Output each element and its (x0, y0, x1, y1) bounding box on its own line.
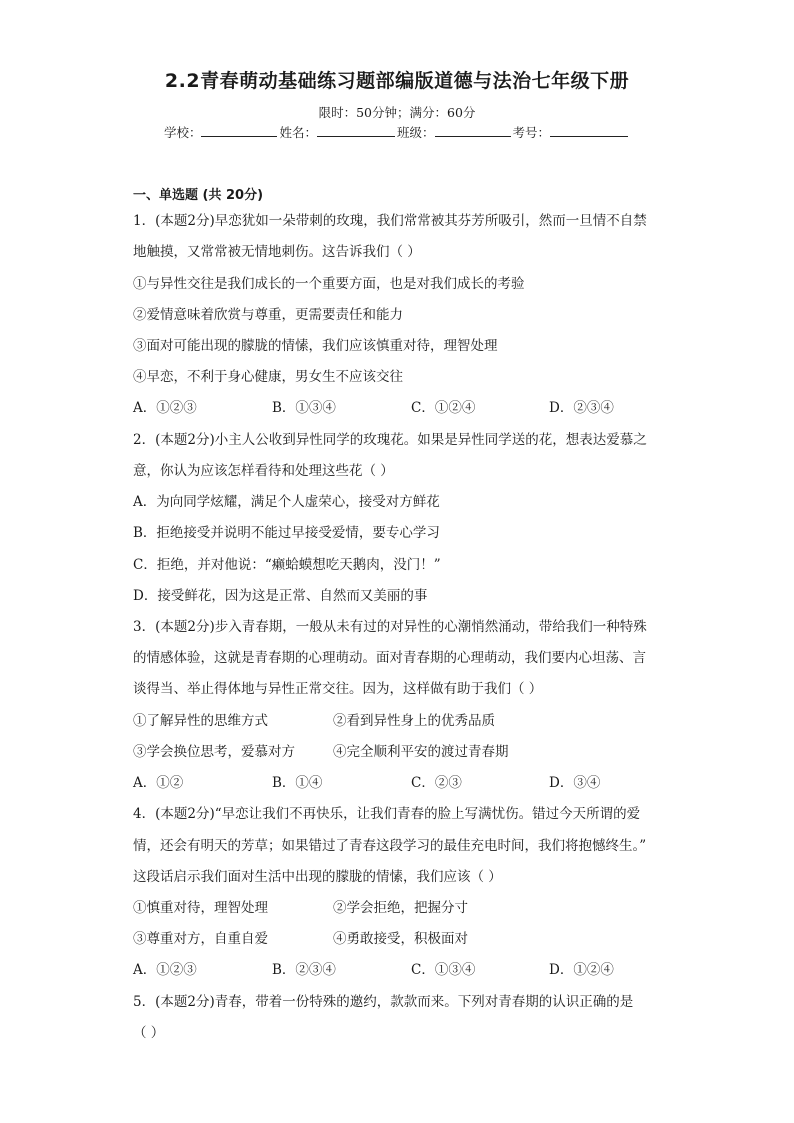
question-2-option-c[interactable]: C．拒绝，并对他说：“癞蛤蟆想吃天鹅肉，没门！” (133, 557, 441, 573)
question-5-stem-line-1: 5．(本题2分)青春，带着一份特殊的邀约，款款而来。下列对青春期的认识正确的是 (133, 994, 634, 1010)
question-3-option-b[interactable]: B．①④ (272, 775, 323, 791)
question-3-option-a[interactable]: A．①② (133, 775, 184, 791)
name-blank[interactable] (317, 125, 395, 137)
question-1-statement-1: ①与异性交往是我们成长的一个重要方面，也是对我们成长的考验 (133, 276, 525, 292)
question-4-option-b[interactable]: B．②③④ (272, 962, 336, 978)
question-4-statement-3: ③尊重对方，自重自爱 (133, 931, 268, 947)
question-4-statements-row-1 (133, 898, 468, 918)
question-4-option-c[interactable]: C．①③④ (411, 962, 476, 978)
question-3-statement-1: ①了解异性的思维方式 (133, 713, 268, 729)
question-4-stem-line-1: 4．(本题2分)“早恋让我们不再快乐，让我们青春的脸上写满忧伤。错过今天所谓的爱 (133, 806, 641, 822)
question-1-option-a[interactable]: A．①②③ (133, 400, 197, 416)
question-3-statements-row-2 (133, 742, 509, 762)
question-1-statement-3: ③面对可能出现的朦胧的情愫，我们应该慎重对待，理智处理 (133, 338, 498, 354)
question-1-option-b[interactable]: B．①③④ (272, 400, 336, 416)
student-info-fields (0, 123, 794, 141)
question-1-statement-2: ②爱情意味着欣赏与尊重，更需要责任和能力 (133, 307, 403, 323)
question-3-stem-line-1: 3．(本题2分)步入青春期，一般从未有过的对异性的心潮悄然涌动，带给我们一种特殊 (133, 619, 647, 635)
section-heading: 一、单选题 (共 20分) (133, 188, 264, 203)
question-4-option-d[interactable]: D．①②④ (549, 962, 614, 978)
question-2-option-d[interactable]: D．接受鲜花，因为这是正常、自然而又美丽的事 (133, 588, 428, 604)
question-4-stem-line-3: 这段话启示我们面对生活中出现的朦胧的情愫，我们应该（ ） (133, 869, 502, 885)
question-5-stem-line-2: （ ） (133, 1025, 165, 1041)
question-3-stem-line-3: 谈得当、举止得体地与异性正常交往。因为，这样做有助于我们（ ） (133, 681, 543, 697)
question-3-statements-row-1 (133, 711, 495, 731)
question-2-stem-line-2: 意，你认为应该怎样看待和处理这些花（ ） (133, 463, 394, 479)
question-3-statement-3: ③学会换位思考，爱慕对方 (133, 744, 295, 760)
class-blank[interactable] (435, 125, 511, 137)
question-4-statement-2: ②学会拒绝，把握分寸 (333, 900, 468, 916)
question-2-option-b[interactable]: B．拒绝接受并说明不能过早接受爱情，要专心学习 (133, 525, 440, 541)
question-3-option-c[interactable]: C．②③ (411, 775, 462, 791)
question-2-option-a[interactable]: A．为向同学炫耀，满足个人虚荣心，接受对方鲜花 (133, 494, 440, 510)
question-1-statement-4: ④早恋，不利于身心健康，男女生不应该交往 (133, 369, 403, 385)
question-1-stem-line-1: 1．(本题2分)早恋犹如一朵带刺的玫瑰，我们常常被其芬芳所吸引，然而一旦情不自禁 (133, 213, 647, 229)
school-label: 学校： (163, 125, 202, 140)
question-1-option-c[interactable]: C．①②④ (411, 400, 476, 416)
exam-no-blank[interactable] (550, 125, 628, 137)
question-3-statement-4: ④完全顺利平安的渡过青春期 (333, 744, 509, 760)
question-4-statements-row-2 (133, 929, 468, 949)
document-title: 2.2青春萌动基础练习题部编版道德与法治七年级下册 (164, 70, 630, 92)
question-4-option-a[interactable]: A．①②③ (133, 962, 197, 978)
school-blank[interactable] (201, 125, 277, 137)
question-3-statement-2: ②看到异性身上的优秀品质 (333, 713, 495, 729)
question-4-statement-4: ④勇敢接受，积极面对 (333, 931, 468, 947)
time-limit: 限时：50分钟；满分：60分 (318, 105, 476, 120)
question-4-stem-line-2: 情，还会有明天的芳草；如果错过了青春这段学习的最佳充电时间，我们将抱憾终生。” (133, 838, 647, 854)
question-1-stem-line-2: 地触摸，又常常被无情地刺伤。这告诉我们（ ） (133, 244, 421, 260)
exam-no-label: 考号： (512, 125, 551, 140)
class-label: 班级： (397, 125, 435, 140)
question-2-stem-line-1: 2．(本题2分)小主人公收到异性同学的玫瑰花。如果是异性同学送的花，想表达爱慕之 (133, 432, 647, 448)
name-label: 姓名： (279, 125, 317, 140)
question-3-option-d[interactable]: D．③④ (549, 775, 601, 791)
question-4-statement-1: ①慎重对待，理智处理 (133, 900, 268, 916)
question-3-stem-line-2: 的情感体验，这就是青春期的心理萌动。面对青春期的心理萌动，我们要内心坦荡、言 (133, 650, 646, 666)
question-1-option-d[interactable]: D．②③④ (549, 400, 614, 416)
